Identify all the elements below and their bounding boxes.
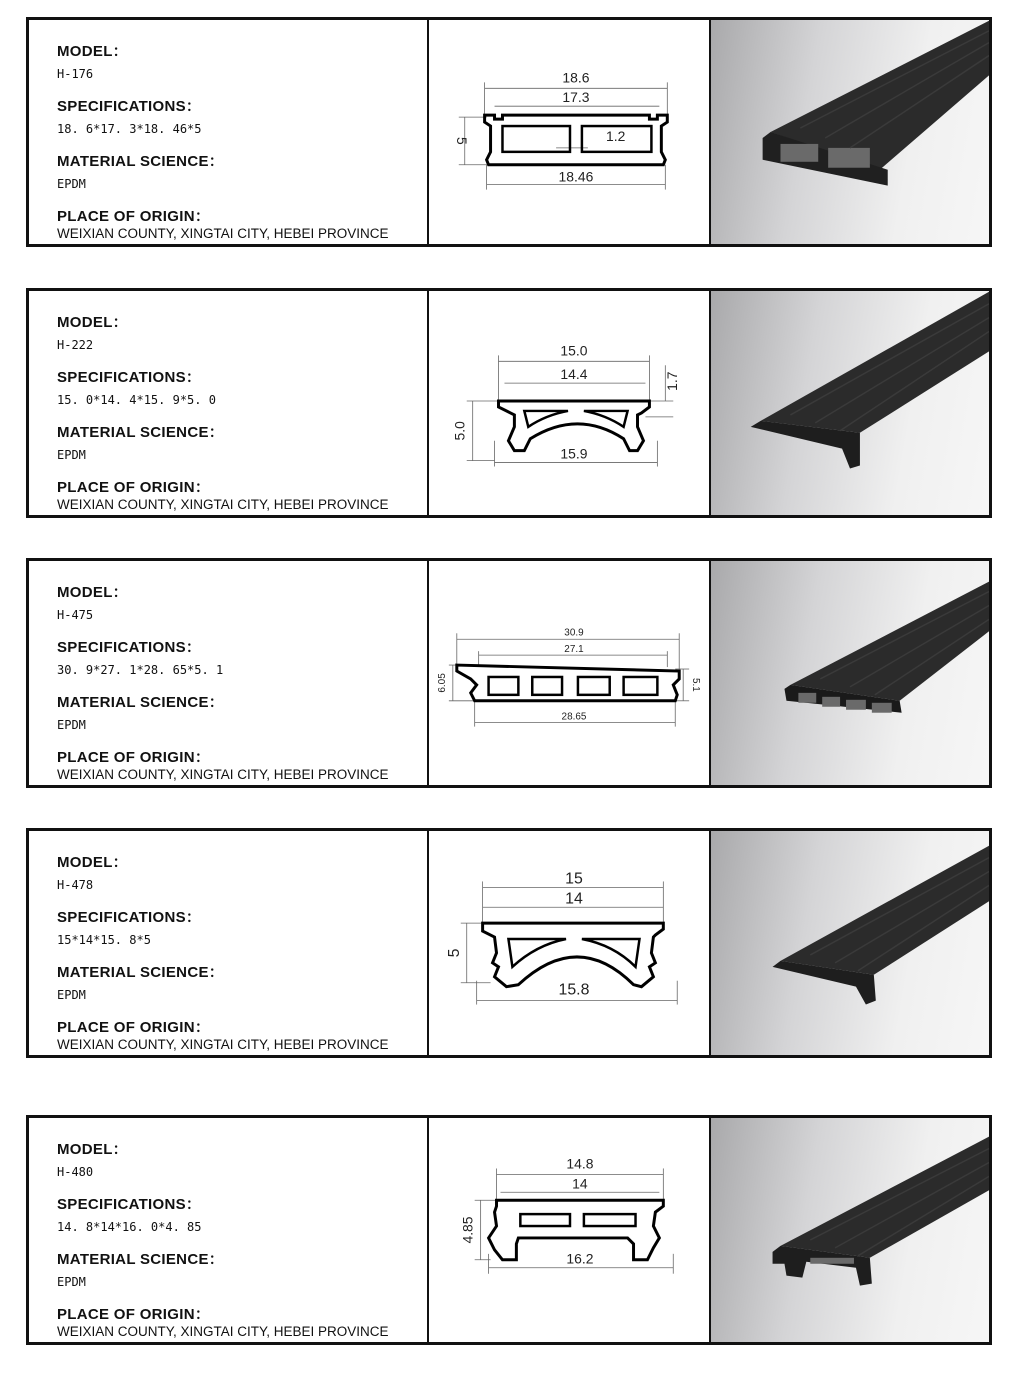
product-photo	[711, 561, 989, 785]
dim-top: 14.8	[566, 1155, 594, 1172]
product-card-h176	[26, 17, 992, 247]
dim-bottom: 28.65	[561, 711, 587, 723]
dim-inner: 14.4	[560, 366, 588, 383]
product-card-h480	[26, 1115, 992, 1345]
cross-section-diagram	[429, 1118, 709, 1342]
cross-section-diagram	[429, 20, 709, 244]
dim-side: 5.1	[690, 678, 702, 692]
origin-label: PLACE OF ORIGIN：	[57, 208, 211, 225]
material-value: EPDM	[57, 1275, 86, 1289]
dim-top: 15.0	[560, 342, 588, 359]
material-value: EPDM	[57, 448, 86, 462]
product-card-h475	[26, 558, 992, 788]
model-value: H-480	[57, 1165, 94, 1179]
specifications-label: SPECIFICATIONS：	[57, 1196, 202, 1213]
profile-render	[711, 20, 989, 244]
model-value: H-475	[57, 608, 94, 622]
specifications-value: 14. 8*14*16. 0*4. 85	[57, 1220, 202, 1234]
material-label: MATERIAL SCIENCE：	[57, 1251, 225, 1268]
product-photo	[711, 831, 989, 1055]
profile-render	[711, 831, 989, 1055]
dim-side: 1.7	[664, 371, 681, 391]
cross-section-diagram	[429, 561, 709, 785]
origin-value: WEIXIAN COUNTY, XINGTAI CITY, HEBEI PROVINCE	[57, 1324, 389, 1339]
model-value: H-176	[57, 67, 94, 81]
origin-value: WEIXIAN COUNTY, XINGTAI CITY, HEBEI PROVINCE	[57, 1037, 389, 1052]
product-photo	[711, 20, 989, 244]
dim-top: 18.6	[562, 69, 590, 86]
product-photo	[711, 1118, 989, 1342]
specifications-value: 15. 0*14. 4*15. 9*5. 0	[57, 393, 216, 407]
dim-height: 4.85	[459, 1216, 476, 1244]
dim-inner: 17.3	[562, 89, 590, 106]
dim-bottom: 15.8	[558, 981, 590, 999]
dim-bottom: 18.46	[558, 168, 594, 185]
dim-inner: 14	[565, 890, 583, 908]
dim-height: 5	[445, 948, 463, 958]
profile-drawing	[429, 831, 711, 1055]
material-label: MATERIAL SCIENCE：	[57, 964, 225, 981]
cross-section-diagram	[429, 291, 709, 515]
model-value: H-222	[57, 338, 94, 352]
specifications-label: SPECIFICATIONS：	[57, 639, 202, 656]
specifications-label: SPECIFICATIONS：	[57, 369, 202, 386]
profile-render	[711, 1118, 989, 1342]
material-value: EPDM	[57, 177, 86, 191]
product-card-h222	[26, 288, 992, 518]
product-info	[29, 20, 429, 244]
product-photo	[711, 291, 989, 515]
model-label: MODEL：	[57, 43, 128, 60]
dim-inner: 27.1	[564, 644, 584, 656]
model-label: MODEL：	[57, 584, 128, 601]
origin-value: WEIXIAN COUNTY, XINGTAI CITY, HEBEI PROVINCE	[57, 226, 389, 241]
origin-value: WEIXIAN COUNTY, XINGTAI CITY, HEBEI PROVINCE	[57, 497, 389, 512]
profile-drawing	[429, 20, 711, 244]
material-label: MATERIAL SCIENCE：	[57, 694, 225, 711]
model-label: MODEL：	[57, 314, 128, 331]
specifications-label: SPECIFICATIONS：	[57, 98, 202, 115]
dim-height: 6.05	[436, 673, 448, 693]
dim-height: 5	[453, 137, 470, 145]
origin-label: PLACE OF ORIGIN：	[57, 1019, 211, 1036]
material-label: MATERIAL SCIENCE：	[57, 153, 225, 170]
material-label: MATERIAL SCIENCE：	[57, 424, 225, 441]
dim-top: 30.9	[564, 627, 584, 639]
model-value: H-478	[57, 878, 94, 892]
dim-bottom: 15.9	[560, 445, 588, 462]
profile-drawing	[429, 561, 711, 785]
dim-gap: 1.2	[606, 127, 626, 144]
dim-inner: 14	[572, 1175, 588, 1192]
dim-height: 5.0	[451, 421, 468, 441]
product-info	[29, 831, 429, 1055]
profile-render	[711, 291, 989, 515]
product-info	[29, 291, 429, 515]
specifications-label: SPECIFICATIONS：	[57, 909, 202, 926]
profile-drawing	[429, 291, 711, 515]
material-value: EPDM	[57, 718, 86, 732]
model-label: MODEL：	[57, 1141, 128, 1158]
origin-label: PLACE OF ORIGIN：	[57, 1306, 211, 1323]
model-label: MODEL：	[57, 854, 128, 871]
dim-top: 15	[565, 870, 583, 888]
cross-section-diagram	[429, 831, 709, 1055]
product-info	[29, 1118, 429, 1342]
dim-bottom: 16.2	[566, 1250, 594, 1267]
origin-value: WEIXIAN COUNTY, XINGTAI CITY, HEBEI PROVINCE	[57, 767, 389, 782]
profile-render	[711, 561, 989, 785]
product-info	[29, 561, 429, 785]
specifications-value: 18. 6*17. 3*18. 46*5	[57, 122, 202, 136]
material-value: EPDM	[57, 988, 86, 1002]
profile-drawing	[429, 1118, 711, 1342]
origin-label: PLACE OF ORIGIN：	[57, 479, 211, 496]
specifications-value: 15*14*15. 8*5	[57, 933, 151, 947]
specifications-value: 30. 9*27. 1*28. 65*5. 1	[57, 663, 224, 677]
product-card-h478	[26, 828, 992, 1058]
origin-label: PLACE OF ORIGIN：	[57, 749, 211, 766]
